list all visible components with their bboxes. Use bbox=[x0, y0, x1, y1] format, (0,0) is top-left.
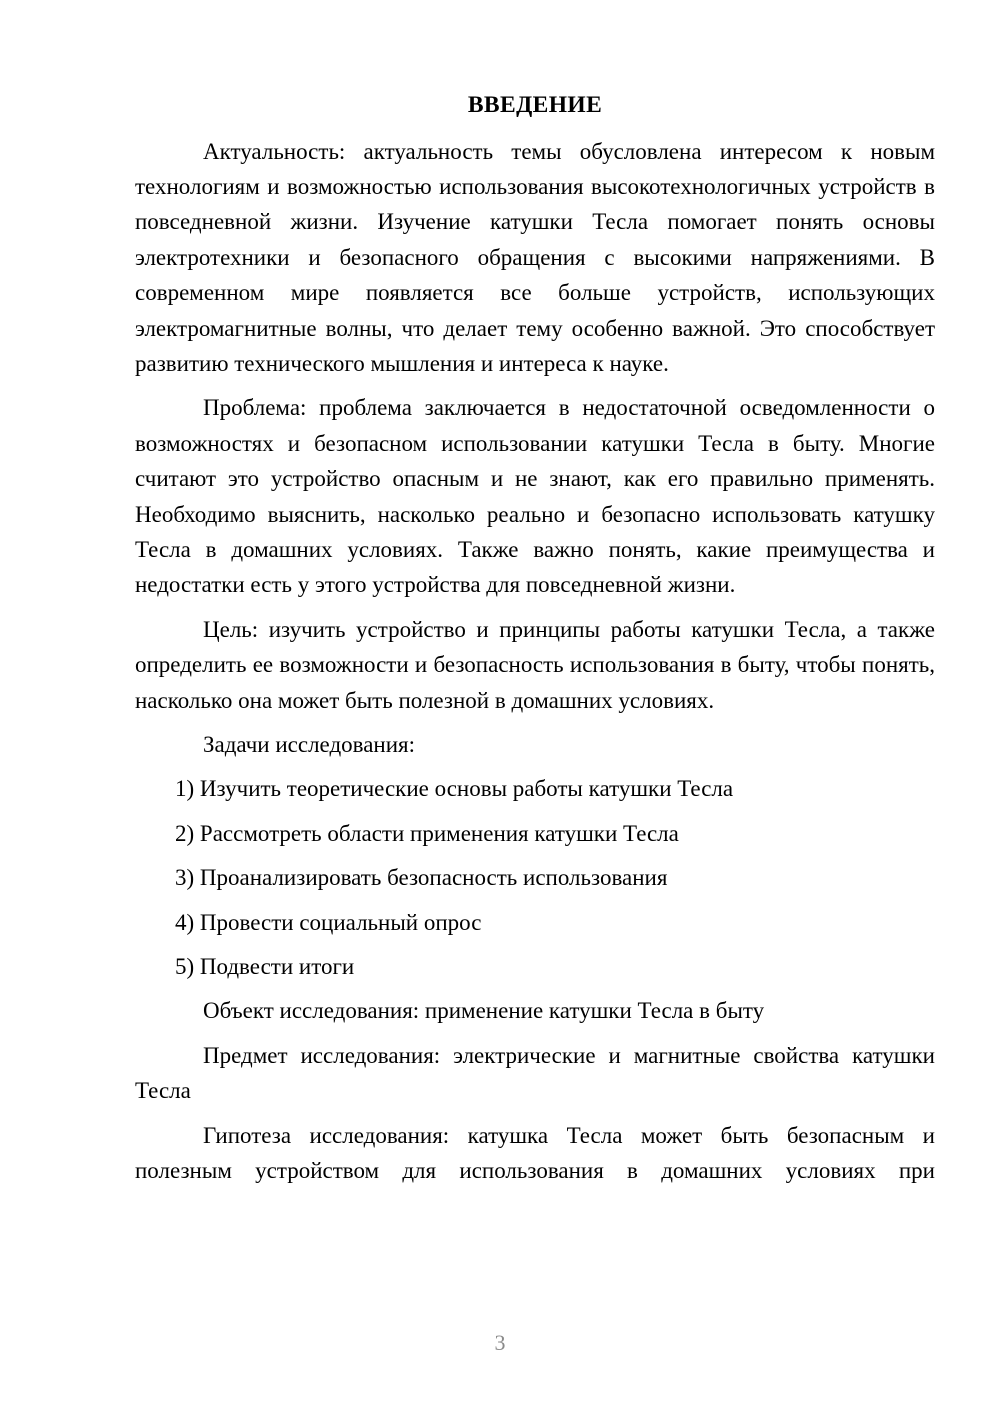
paragraph-object: Объект исследования: применение катушки Тесла в быту bbox=[203, 998, 765, 1024]
paragraph-goal: Цель: изучить устройство и принципы работы катушки Тесла, а также определить ее возможности и безопасность использования в быту, чтобы понять, насколько она может быть полезной в домашних условиях. bbox=[135, 616, 935, 713]
list-item: 1) Изучить теоретические основы работы катушки Тесла bbox=[175, 776, 734, 802]
paragraph-problem: Проблема: проблема заключается в недостаточной осведомленности о возможностях и безопасном использовании катушки Тесла в быту. Многие считают это устройство опасным и не знают, как его правильно применять. Необходимо выяснить, насколько реально и безопасно использовать катушку Тесла в домашних условиях. Также важно понять, какие преимущества и недостатки есть у этого устройства для повседневной жизни. bbox=[135, 395, 935, 598]
tasks-list bbox=[135, 771, 935, 984]
list-item: 3) Проанализировать безопасность использования bbox=[175, 865, 668, 891]
list-item: 4) Провести социальный опрос bbox=[175, 909, 482, 935]
paragraph-relevance: Актуальность: актуальность темы обусловлена интересом к новым технологиям и возможностью использования высокотехнологичных устройств в повседневной жизни. Изучение катушки Тесла помогает понять основы электротехники и безопасного обращения с высокими напряжениями. В современном мире появляется все больше устройств, использующих электромагнитные волны, что делает тему особенно важной. Это способствует развитию технического мышления и интереса к науке. bbox=[135, 138, 935, 376]
paragraph-subject: Предмет исследования: электрические и магнитные свойства катушки Тесла bbox=[135, 1042, 935, 1104]
list-item: 5) Подвести итоги bbox=[175, 954, 355, 980]
page-number: 3 bbox=[494, 1330, 506, 1355]
list-item: 2) Рассмотреть области применения катушки Тесла bbox=[175, 820, 679, 846]
page-title: ВВЕДЕНИЕ bbox=[467, 92, 603, 118]
tasks-heading: Задачи исследования: bbox=[203, 732, 416, 757]
document-body bbox=[135, 88, 935, 1224]
paragraph-hypothesis: Гипотеза исследования: катушка Тесла может быть безопасным и полезным устройством для использования в домашних условиях при bbox=[135, 1122, 935, 1184]
